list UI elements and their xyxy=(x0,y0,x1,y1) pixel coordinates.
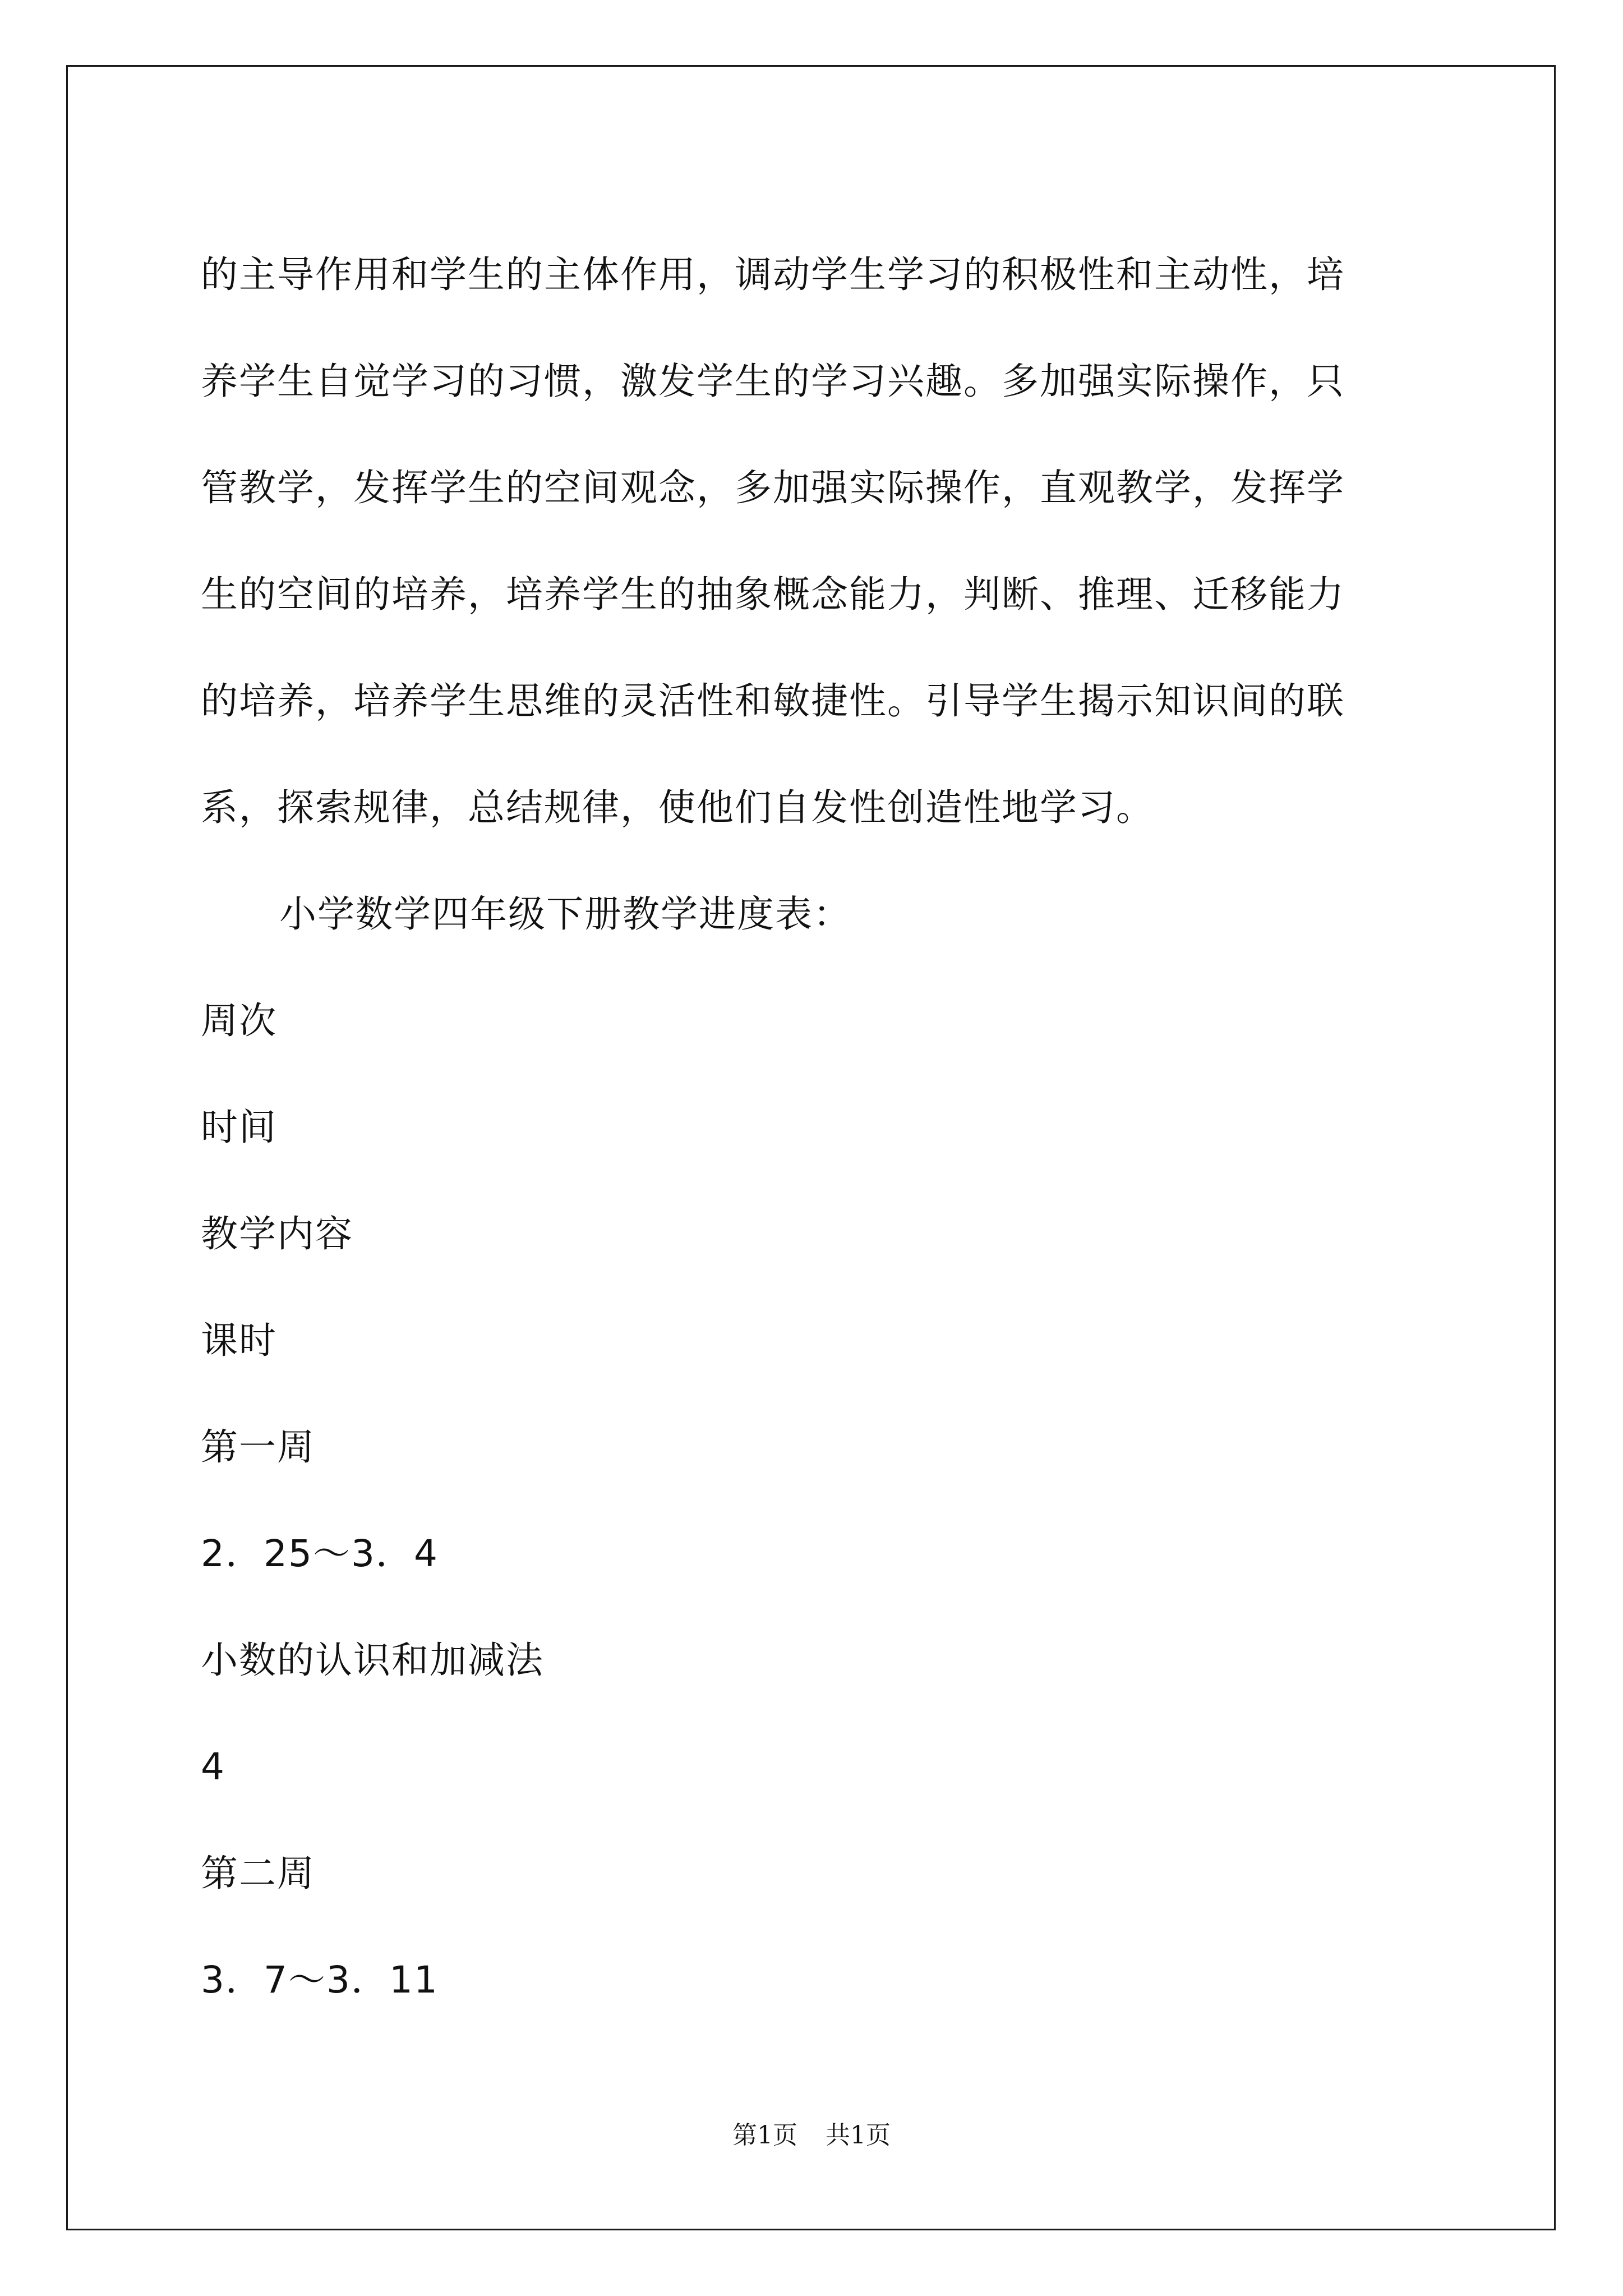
paragraph-line: 管教学，发挥学生的空间观念，多加强实际操作，直观教学，发挥学 xyxy=(201,466,1345,509)
table-header-time: 时间 xyxy=(201,1106,277,1149)
table-cell: 2．25～3．4 xyxy=(201,1532,439,1575)
table-intro: 小学数学四年级下册教学进度表： xyxy=(279,892,851,936)
page-total: 共1页 xyxy=(826,2121,891,2150)
table-cell: 第一周 xyxy=(201,1425,315,1469)
table-cell: 4 xyxy=(201,1745,225,1788)
paragraph-line: 生的空间的培养，培养学生的抽象概念能力，判断、推理、迁移能力 xyxy=(201,573,1345,616)
paragraph-line: 的培养，培养学生思维的灵活性和敏捷性。引导学生揭示知识间的联 xyxy=(201,679,1345,723)
table-cell: 3．7～3．11 xyxy=(201,1958,439,2001)
table-cell: 小数的认识和加减法 xyxy=(201,1639,544,1682)
table-header-week: 周次 xyxy=(201,999,277,1042)
document-body xyxy=(201,222,1435,2033)
paragraph-line: 系，探索规律，总结规律，使他们自发性创造性地学习。 xyxy=(201,786,1154,829)
table-header-hours: 课时 xyxy=(201,1319,277,1362)
table-header-content: 教学内容 xyxy=(201,1212,353,1255)
paragraph-line: 的主导作用和学生的主体作用，调动学生学习的积极性和主动性，培 xyxy=(201,253,1345,296)
paragraph-line: 养学生自觉学习的习惯，激发学生的学习兴趣。多加强实际操作，只 xyxy=(201,360,1345,403)
page-footer xyxy=(0,2115,1623,2151)
page-number: 第1页 xyxy=(732,2121,797,2150)
table-cell: 第二周 xyxy=(201,1852,315,1895)
